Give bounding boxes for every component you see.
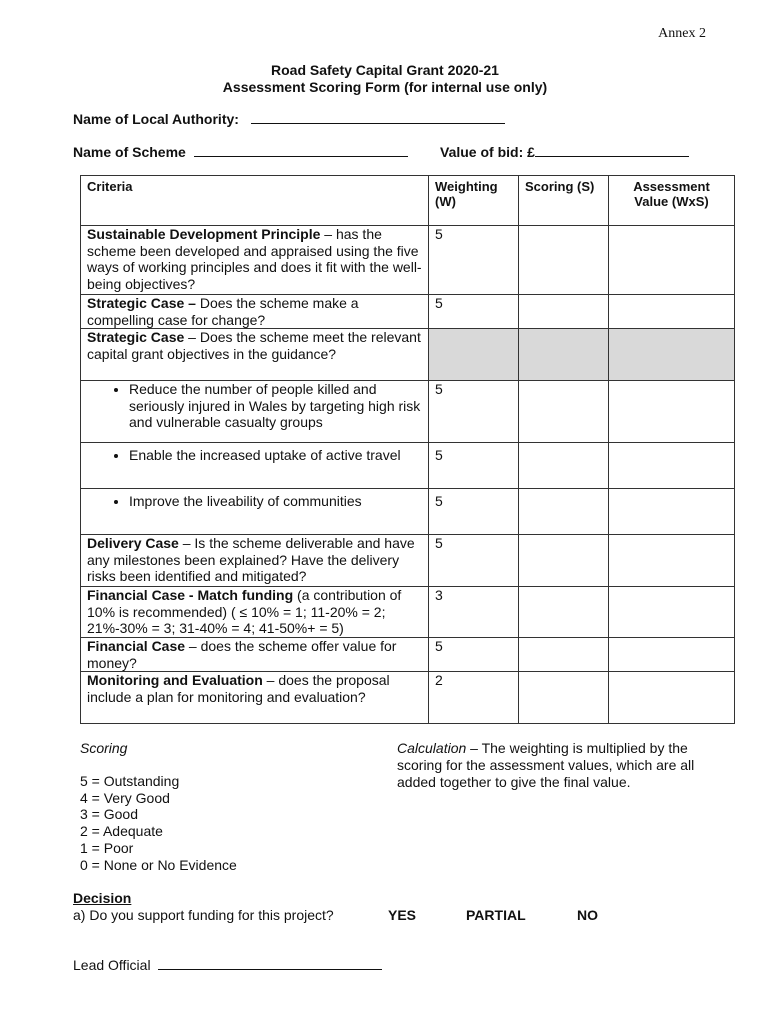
no-option[interactable]: NO: [577, 907, 598, 923]
form-subtitle: Assessment Scoring Form (for internal use only): [222, 79, 548, 95]
criteria-cell: [81, 489, 429, 535]
scoring-level: 2 = Adequate: [80, 823, 163, 840]
score-cell[interactable]: [519, 638, 609, 672]
criteria-title: Strategic Case –: [87, 295, 196, 311]
objective-bullet: • Improve the liveability of communities: [129, 493, 422, 510]
scheme-name-field[interactable]: [73, 144, 408, 160]
criteria-text: – does the scheme offer value for money?: [87, 638, 397, 671]
weight-cell: 5: [429, 226, 519, 295]
weighting-header: Weighting (W): [429, 176, 519, 226]
table-row: [81, 295, 735, 329]
objective-bullet: • Reduce the number of people killed and seriously injured in Wales by targeting high risk and vulnerable casualty groups: [129, 381, 422, 431]
scoring-header: Scoring (S): [519, 176, 609, 226]
decision-section: [73, 890, 334, 924]
assessment-value-cell[interactable]: [609, 226, 735, 295]
score-cell[interactable]: [519, 381, 609, 443]
bid-value-field[interactable]: [440, 144, 689, 160]
scoring-key: [80, 740, 360, 874]
criteria-cell: [81, 672, 429, 724]
criteria-cell: [81, 535, 429, 587]
weight-cell: 5: [429, 443, 519, 489]
criteria-title: Financial Case - Match funding: [87, 587, 294, 603]
score-cell[interactable]: [519, 489, 609, 535]
criteria-text: – does the proposal include a plan for monitoring and evaluation?: [87, 672, 390, 705]
scoring-level: 0 = None or No Evidence: [80, 856, 237, 873]
form-title: Road Safety Capital Grant 2020-21: [271, 62, 499, 78]
score-cell[interactable]: [519, 535, 609, 587]
lead-official-label: Lead Official: [73, 957, 151, 973]
score-cell[interactable]: [519, 226, 609, 295]
criteria-title: Delivery Case: [87, 535, 179, 551]
assessment-table: [80, 175, 735, 724]
score-cell[interactable]: [519, 295, 609, 329]
table-row: [81, 443, 735, 489]
criteria-cell: [81, 295, 429, 329]
weight-cell-shaded: [429, 329, 519, 381]
table-row: [81, 672, 735, 724]
criteria-title: Monitoring and Evaluation: [87, 672, 263, 688]
table-row: [81, 489, 735, 535]
lead-official-blank[interactable]: [158, 957, 382, 970]
assessment-value-cell[interactable]: [609, 381, 735, 443]
assessment-header: Assessment Value (WxS): [609, 176, 735, 226]
assessment-value-cell[interactable]: [609, 489, 735, 535]
bid-value-label: Value of bid: £: [440, 144, 535, 160]
table-row: [81, 329, 735, 381]
weight-cell: 5: [429, 295, 519, 329]
decision-question: a) Do you support funding for this project?: [73, 907, 334, 923]
scoring-level: 5 = Outstanding: [80, 772, 180, 789]
bid-value-blank[interactable]: [535, 144, 689, 157]
criteria-title: Financial Case: [87, 638, 186, 654]
criteria-cell: [81, 329, 429, 381]
assessment-value-cell[interactable]: [609, 295, 735, 329]
criteria-title: Sustainable Development Principle: [87, 226, 321, 242]
annex-label: Annex 2: [658, 26, 706, 41]
decision-heading: Decision: [73, 890, 132, 906]
criteria-cell: [81, 443, 429, 489]
criteria-text: – Is the scheme deliverable and have any milestones been explained? Have the delivery risks been identified and mitigated?: [87, 535, 415, 584]
criteria-text: – Does the scheme meet the relevant capital grant objectives in the guidance?: [87, 329, 421, 362]
criteria-cell: [81, 226, 429, 295]
table-row: [81, 381, 735, 443]
assessment-cell-shaded: [609, 329, 735, 381]
assessment-value-cell[interactable]: [609, 587, 735, 638]
table-row: [81, 226, 735, 295]
criteria-cell: [81, 587, 429, 638]
yes-option[interactable]: YES: [388, 907, 417, 923]
criteria-text: Does the scheme make a compelling case for change?: [87, 295, 359, 328]
assessment-value-cell[interactable]: [609, 443, 735, 489]
weight-cell: 2: [429, 672, 519, 724]
weight-cell: 5: [429, 638, 519, 672]
weight-cell: 5: [429, 381, 519, 443]
scoring-level: 3 = Good: [80, 806, 138, 823]
criteria-text: – has the scheme been developed and appraised using the five ways of working principles and does it fit with the well-being objectives?: [87, 226, 422, 292]
objective-bullet: • Enable the increased uptake of active travel: [129, 447, 422, 464]
weight-cell: 3: [429, 587, 519, 638]
table-row: [81, 638, 735, 672]
local-authority-label: Name of Local Authority:: [73, 111, 239, 127]
criteria-header: Criteria: [81, 176, 429, 226]
score-cell[interactable]: [519, 672, 609, 724]
scheme-name-blank[interactable]: [194, 144, 408, 157]
lead-official-field[interactable]: [73, 957, 382, 973]
table-header-row: [81, 176, 735, 226]
scoring-level: 4 = Very Good: [80, 789, 170, 806]
local-authority-blank[interactable]: [251, 111, 505, 124]
partial-option[interactable]: PARTIAL: [466, 907, 526, 923]
calculation-text: – The weighting is multiplied by the scoring for the assessment values, which are all added together to give the final value.: [397, 740, 695, 790]
criteria-text: (a contribution of 10% is recommended) ( ≤ 10% = 1; 11-20% = 2; 21%-30% = 3; 31-40% = 4; 41-50%+ = 5): [87, 587, 402, 636]
assessment-value-cell[interactable]: [609, 672, 735, 724]
weight-cell: 5: [429, 489, 519, 535]
table-row: [81, 587, 735, 638]
criteria-cell: [81, 638, 429, 672]
calculation-note: [397, 740, 707, 790]
scheme-name-label: Name of Scheme: [73, 144, 186, 160]
scoring-heading: Scoring: [80, 740, 128, 756]
score-cell[interactable]: [519, 443, 609, 489]
criteria-title: Strategic Case: [87, 329, 185, 345]
scoring-level: 1 = Poor: [80, 839, 134, 856]
weight-cell: 5: [429, 535, 519, 587]
calculation-label: Calculation: [397, 740, 467, 756]
criteria-cell: [81, 381, 429, 443]
assessment-value-cell[interactable]: [609, 638, 735, 672]
score-cell-shaded: [519, 329, 609, 381]
score-cell[interactable]: [519, 587, 609, 638]
table-row: [81, 535, 735, 587]
local-authority-field[interactable]: [73, 111, 505, 127]
assessment-value-cell[interactable]: [609, 535, 735, 587]
